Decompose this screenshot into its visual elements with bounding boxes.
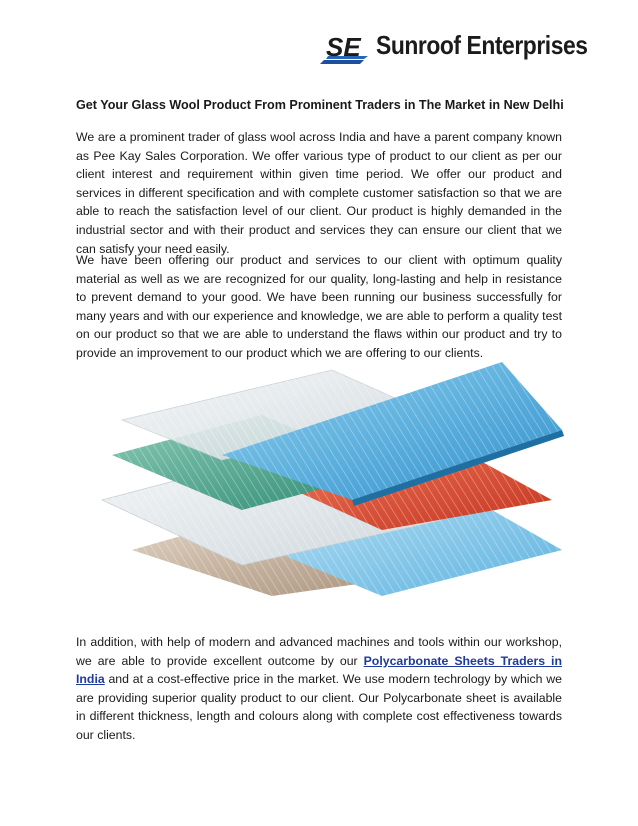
paragraph-intro: We are a prominent trader of glass wool across India and have a parent company known as Pee Kay Sales Corporation. We offer various type of product to our client as per our client interest and requirement within given time period. We offer our product and services in different specification and with complete customer satisfaction so that we are able to reach the satisfaction level of our client. Our product is highly demanded in the industrial sector and with their product and services they can ensure our client that we can satisfy your need easily. [76, 130, 562, 256]
polycarbonate-sheets-image [92, 360, 570, 598]
logo-text: Sunroof Enterprises [376, 30, 588, 60]
polycarbonate-sheets-link[interactable]: Polycarbonate Sheets Traders in India [76, 653, 562, 687]
svg-text:SE: SE [326, 32, 361, 62]
logo-mark-icon [318, 30, 376, 78]
paragraph-polycarbonate [76, 633, 562, 745]
paragraph-quality: We have been offering our product and services to our client with optimum quality material as well as we are recognized for our quality, long-lasting and help in resistance to prevent demand to your good. We have been running our business successfully for many years and with our experience and knowledge, we are able to perform a quality test on our product so that we are able to understand the flaws within our product and try to provide an improvement to our product which we are offering to our clients. [76, 253, 562, 360]
paragraph-polycarbonate-text-1: In addition, with help of modern and advanced machines and tools within our workshop, we are able to provide excellent outcome by our [76, 635, 562, 668]
company-logo [318, 30, 588, 78]
article-title: Get Your Glass Wool Product From Prominent Traders in The Market in New Delhi [76, 98, 564, 112]
paragraph-polycarbonate-text-2: and at a cost-effective price in the market. We use modern techrology by which we are providing superior quality product to our client. Our Polycarbonate sheet is available in different thickness, length and colours along with complete cost effectiveness towards our clients. [76, 672, 562, 742]
